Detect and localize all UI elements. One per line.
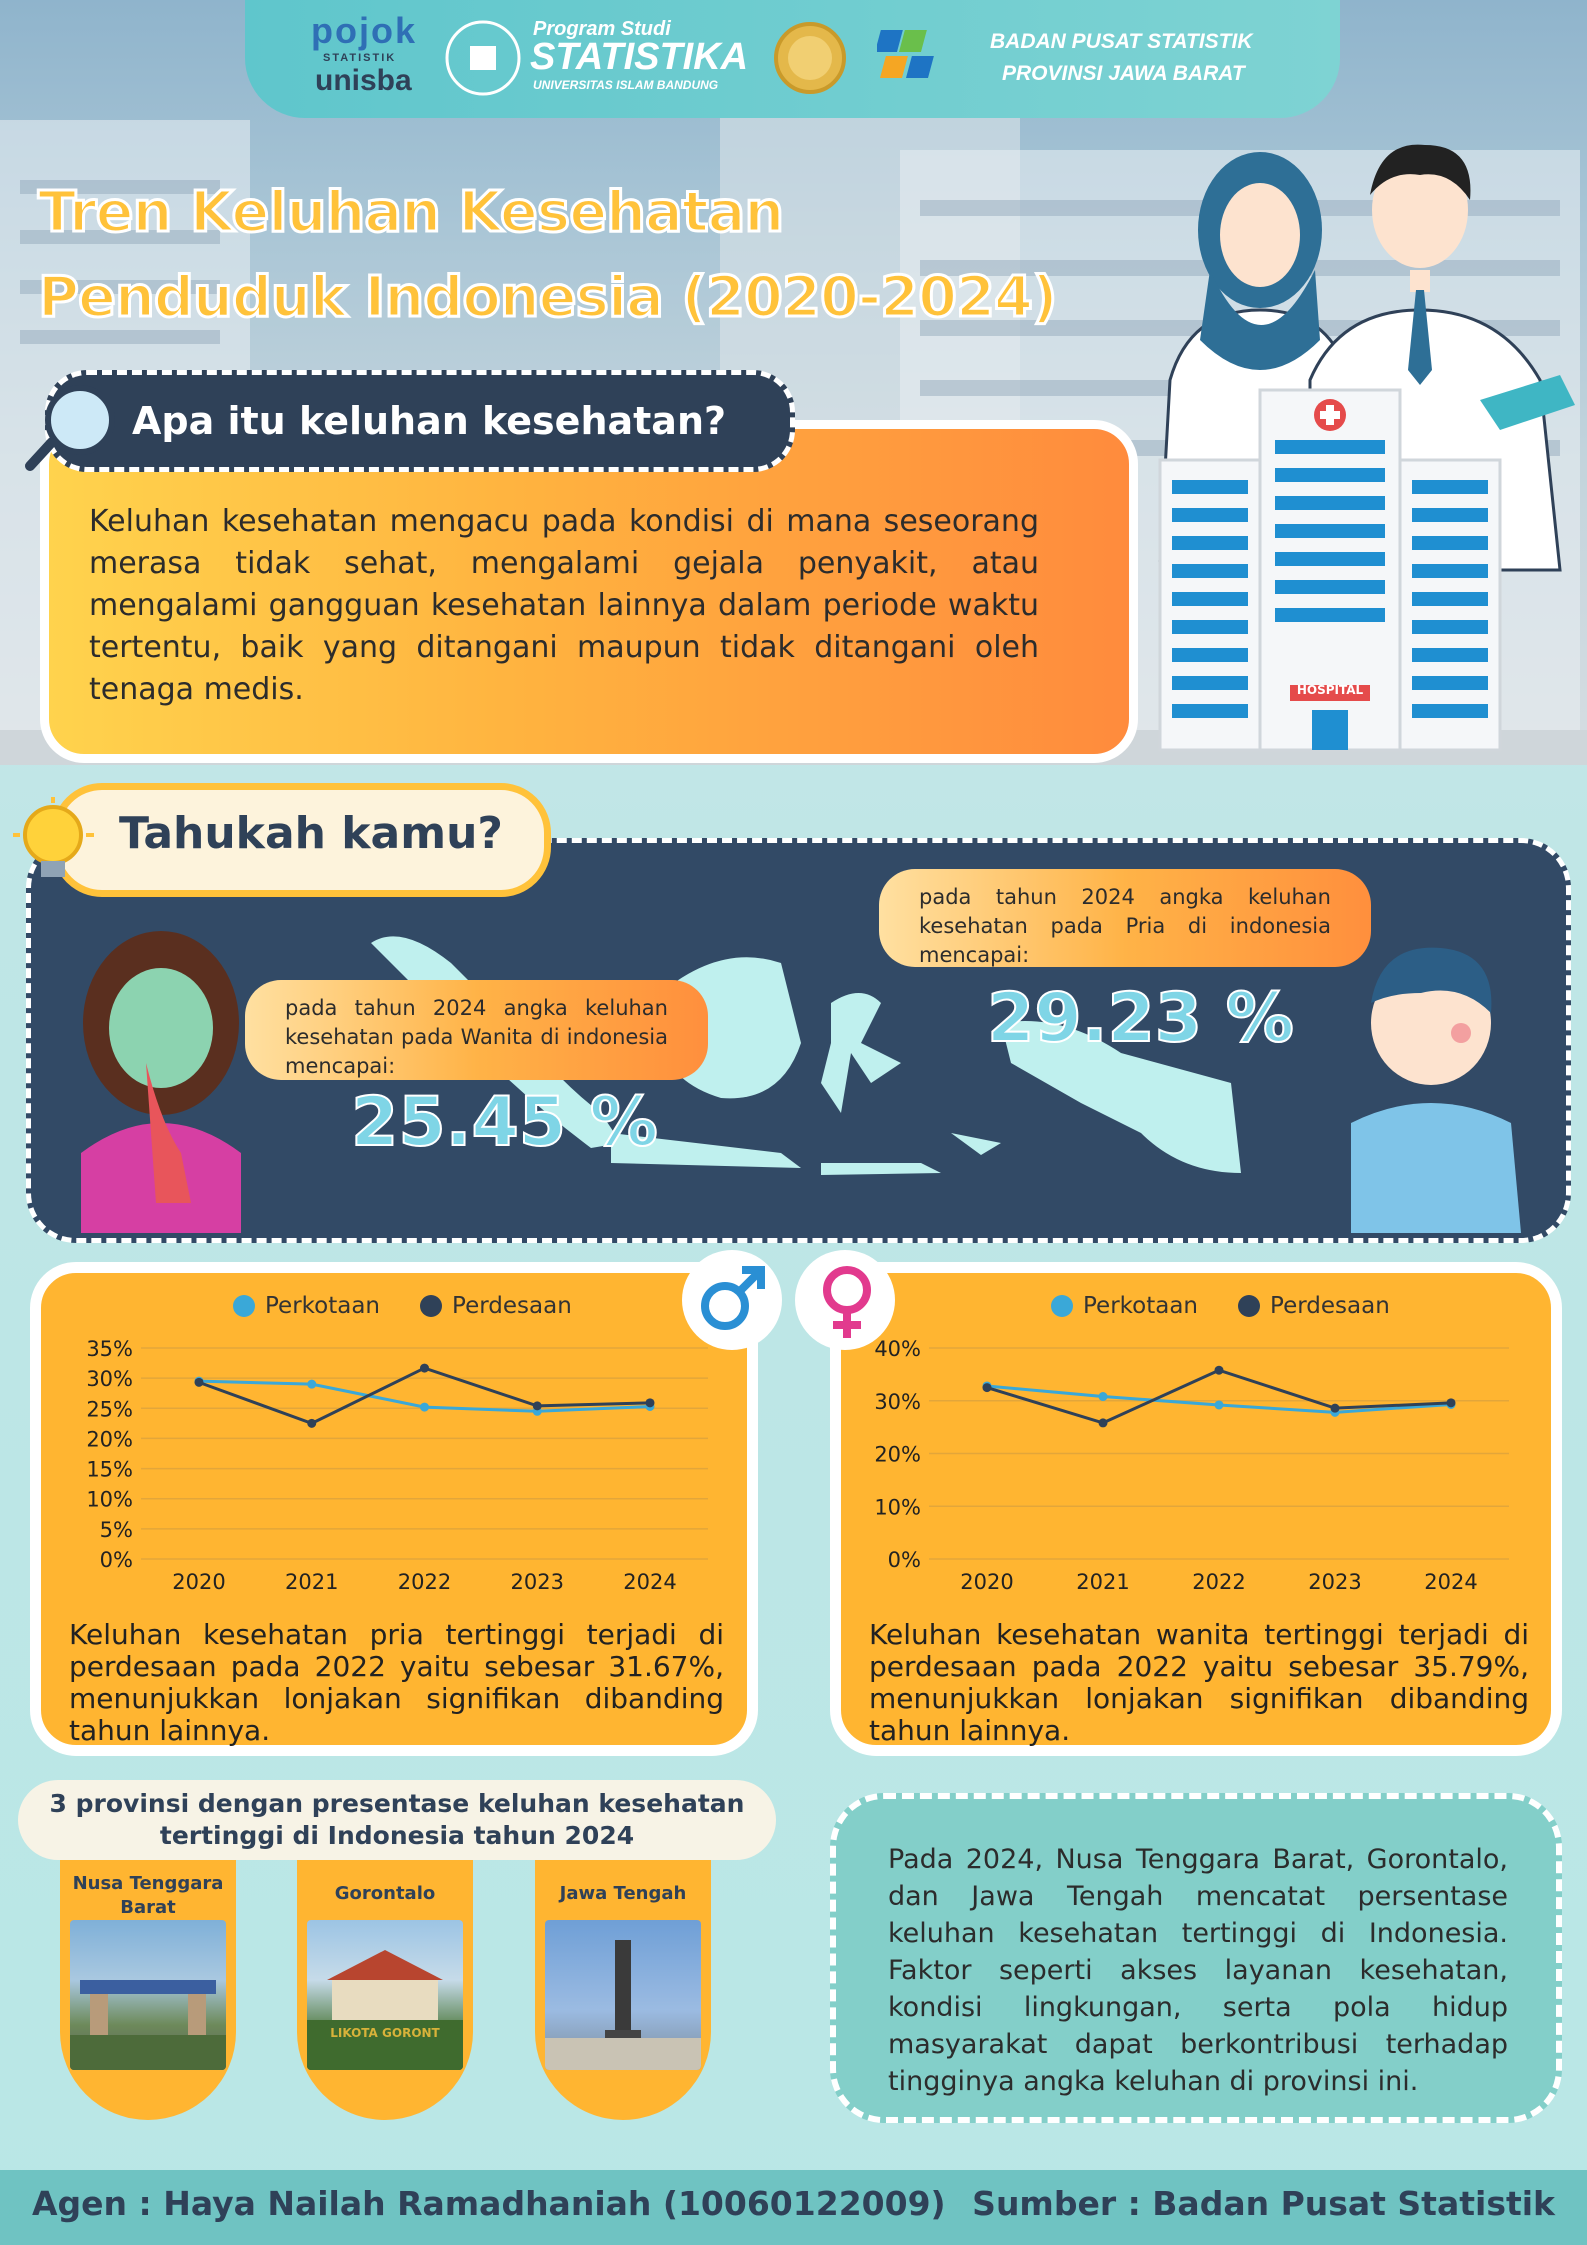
data-point-perdesaan	[1331, 1404, 1340, 1413]
female-fact-text: pada tahun 2024 angka keluhan kesehatan pada Wanita di indonesia mencapai:	[285, 996, 668, 1078]
footer	[0, 2170, 1587, 2245]
ntb-gate-photo	[70, 1920, 226, 2070]
legend-label-perdesaan: Perdesaan	[452, 1293, 572, 1319]
province-photo-jateng	[545, 1920, 701, 2070]
legend-marker-perkotaan	[233, 1295, 255, 1317]
provinces-heading: 3 provinsi dengan presentase keluhan kesehatan tertinggi di Indonesia tahun 2024	[49, 1789, 745, 1850]
x-tick-label: 2022	[1192, 1570, 1246, 1594]
data-point-perdesaan	[420, 1364, 429, 1373]
data-point-perdesaan	[195, 1378, 204, 1387]
facts-heading: Tahukah kamu?	[119, 808, 503, 859]
facts-heading-pill	[52, 783, 551, 897]
gorontalo-sign: LIKOTA GORONT	[330, 2026, 440, 2040]
bps-line1: BADAN PUSAT STATISTIK	[990, 30, 1253, 53]
y-tick-label: 30%	[874, 1389, 921, 1414]
male-fact-bubble	[879, 869, 1371, 967]
y-tick-label: 5%	[99, 1517, 133, 1542]
data-point-perkotaan	[307, 1380, 316, 1389]
female-symbol-icon	[795, 1250, 895, 1350]
province-card-jateng	[535, 1860, 711, 2120]
x-tick-label: 2020	[172, 1570, 226, 1594]
y-tick-label: 10%	[874, 1495, 921, 1520]
legend-marker-perdesaan	[420, 1295, 442, 1317]
y-tick-label: 10%	[86, 1487, 133, 1512]
definition-text: Keluhan kesehatan mengacu pada kondisi di mana seseorang merasa tidak sehat, mengalami gejala penyakit, atau mengalami gangguan kesehatan lainnya dalam periode waktu tertentu, baik yang ditangani maupun tidak ditangani oleh tenaga medis.	[89, 504, 1039, 707]
lightbulb-icon	[8, 795, 98, 895]
female-symbol-badge	[795, 1250, 895, 1350]
hospital-sign: HOSPITAL	[1296, 683, 1364, 697]
data-point-perdesaan	[1447, 1398, 1456, 1407]
male-chart-legend	[233, 1293, 572, 1319]
female-fact-value: 25.45 %	[351, 1083, 658, 1162]
x-tick-label: 2020	[960, 1570, 1014, 1594]
x-tick-label: 2024	[623, 1570, 677, 1594]
prodi-name: STATISTIKA	[530, 36, 749, 78]
female-fact-bubble	[245, 980, 708, 1080]
x-tick-label: 2022	[397, 1570, 452, 1594]
data-point-perkotaan	[420, 1403, 429, 1412]
data-point-perdesaan	[646, 1398, 655, 1407]
page-title-line2: Penduduk Indonesia (2020-2024)	[38, 265, 1057, 330]
y-tick-label: 15%	[86, 1457, 133, 1482]
y-tick-label: 20%	[874, 1442, 921, 1467]
bps-line2: PROVINSI JAWA BARAT	[1002, 62, 1245, 85]
legend-marker-perdesaan	[1238, 1295, 1260, 1317]
x-tick-label: 2021	[285, 1570, 339, 1594]
province-card-gorontalo	[297, 1860, 473, 2120]
female-chart-legend	[1051, 1293, 1390, 1319]
series-line-perdesaan	[199, 1368, 650, 1423]
provinces-description: Pada 2024, Nusa Tenggara Barat, Gorontalo, dan Jawa Tengah mencatat persentase keluhan kesehatan tertinggi di Indonesia. Faktor seperti akses layanan kesehatan, kondisi lingkungan, serta pola hidup masyarakat dapat berkontribusi terhadap tingginya angka keluhan di provinsi ini.	[888, 1844, 1508, 2097]
y-tick-label: 25%	[86, 1397, 133, 1422]
series-line-perdesaan	[987, 1370, 1451, 1423]
province-name: Gorontalo	[334, 1883, 436, 1904]
prodi-university: UNIVERSITAS ISLAM BANDUNG	[533, 78, 719, 92]
y-tick-label: 0%	[99, 1548, 133, 1572]
y-tick-label: 0%	[887, 1548, 921, 1572]
female-chart-card	[830, 1262, 1562, 1756]
y-tick-label: 35%	[86, 1337, 133, 1361]
magnifier-icon	[22, 380, 122, 480]
data-point-perdesaan	[533, 1401, 542, 1410]
male-symbol-icon	[682, 1250, 782, 1350]
province-name: Nusa Tenggara Barat	[72, 1873, 224, 1918]
male-fact-text: pada tahun 2024 angka keluhan kesehatan pada Pria di indonesia mencapai:	[919, 885, 1331, 967]
y-tick-label: 30%	[86, 1367, 133, 1392]
male-chart-card	[30, 1262, 758, 1756]
logo-bar	[245, 0, 1340, 118]
prodi-label: Program Studi	[533, 18, 671, 40]
definition-heading-pill	[45, 370, 795, 472]
province-photo-ntb	[70, 1920, 226, 2070]
footer-agent: Agen : Haya Nailah Ramadhaniah (10060122009)	[32, 2184, 946, 2223]
data-point-perdesaan	[1099, 1418, 1108, 1427]
male-symbol-badge	[682, 1250, 782, 1350]
male-chart-description: Keluhan kesehatan pria tertinggi terjadi di perdesaan pada 2022 yaitu sebesar 31.67%, menunjukkan lonjakan signifikan dibanding tahun lainnya.	[69, 1618, 724, 1747]
x-tick-label: 2023	[510, 1570, 564, 1594]
x-tick-label: 2024	[1424, 1570, 1478, 1594]
female-line-chart	[841, 1333, 1551, 1623]
pojok-logo: pojok	[311, 10, 417, 51]
legend-marker-perkotaan	[1051, 1295, 1073, 1317]
provinces-description-box	[830, 1793, 1562, 2123]
female-chart-description: Keluhan kesehatan wanita tertinggi terjadi di perdesaan pada 2022 yaitu sebesar 35.79%, menunjukkan lonjakan signifikan dibanding tahun lainnya.	[869, 1618, 1529, 1747]
data-point-perdesaan	[307, 1419, 316, 1428]
province-card-ntb	[60, 1860, 236, 2120]
accreditation-seal-icon	[770, 18, 850, 98]
gorontalo-office-photo	[307, 1920, 463, 2070]
hero-section	[0, 0, 1587, 765]
x-tick-label: 2021	[1076, 1570, 1130, 1594]
y-tick-label: 40%	[874, 1337, 921, 1361]
male-fact-value: 29.23 %	[987, 979, 1294, 1058]
y-tick-label: 20%	[86, 1427, 133, 1452]
data-point-perdesaan	[1215, 1366, 1224, 1375]
unisba-seal-icon	[443, 18, 523, 98]
page-title-line1: Tren Keluhan Kesehatan	[38, 180, 784, 245]
legend-label-perdesaan: Perdesaan	[1270, 1293, 1390, 1319]
bps-logo-icon	[877, 22, 967, 92]
doctors-hospital-illustration	[1120, 140, 1580, 760]
facts-panel	[26, 838, 1571, 1243]
definition-heading: Apa itu keluhan kesehatan?	[132, 399, 727, 443]
pojok-sub: STATISTIK	[323, 52, 397, 64]
male-line-chart	[41, 1333, 747, 1623]
unisba-logo: unisba	[315, 64, 412, 97]
data-point-perkotaan	[1215, 1400, 1224, 1409]
province-photo-gorontalo	[307, 1920, 463, 2070]
x-tick-label: 2023	[1308, 1570, 1362, 1594]
data-point-perkotaan	[1099, 1392, 1108, 1401]
legend-label-perkotaan: Perkotaan	[265, 1293, 381, 1319]
data-point-perdesaan	[983, 1383, 992, 1392]
province-name: Jawa Tengah	[559, 1883, 687, 1904]
provinces-heading-pill	[18, 1780, 776, 1860]
legend-label-perkotaan: Perkotaan	[1083, 1293, 1199, 1319]
footer-source: Sumber : Badan Pusat Statistik	[972, 2184, 1555, 2223]
tugu-muda-monument-photo	[545, 1920, 701, 2070]
